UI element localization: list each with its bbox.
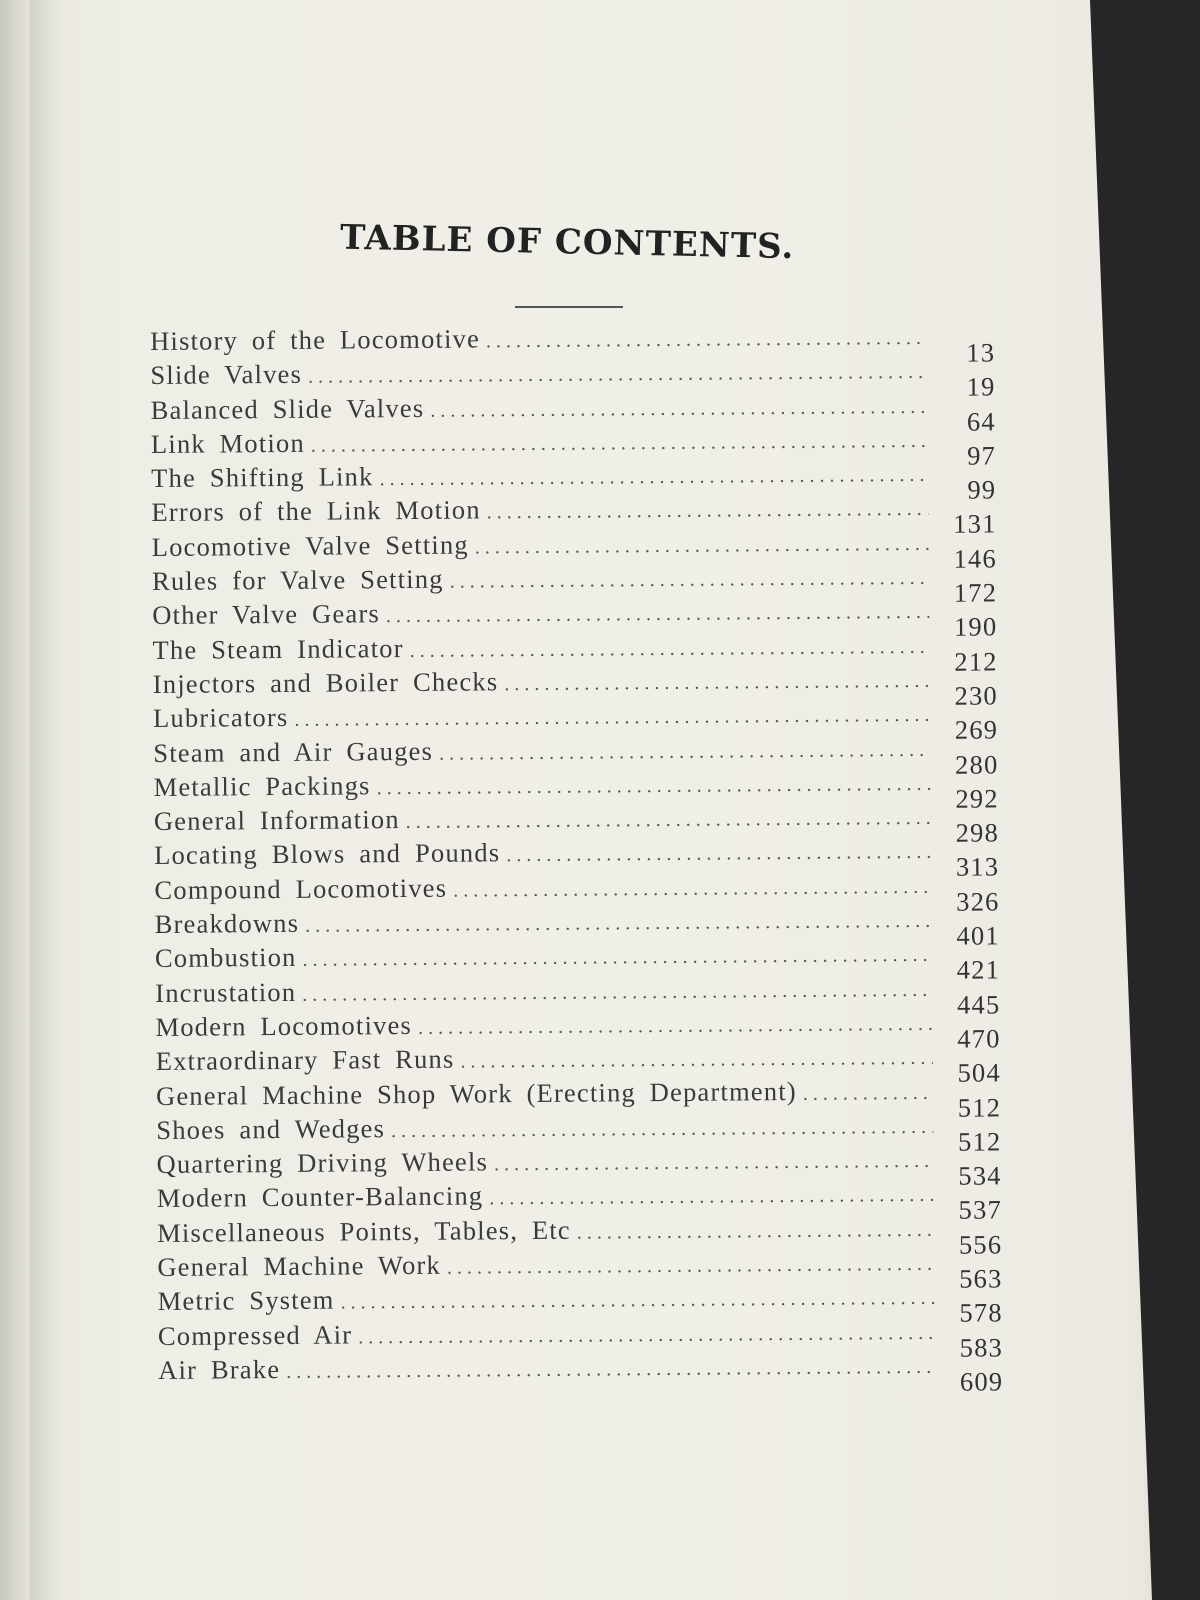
dot-leader bbox=[486, 327, 927, 353]
dot-leader bbox=[489, 1184, 934, 1210]
toc-entry-page: 190 bbox=[953, 611, 998, 643]
dot-leader bbox=[803, 1081, 933, 1105]
toc-entry-page: 537 bbox=[958, 1194, 1003, 1226]
toc-entry-title: Locomotive Valve Setting bbox=[151, 529, 469, 562]
dot-leader bbox=[506, 841, 931, 867]
dot-leader bbox=[450, 567, 929, 594]
dot-leader bbox=[302, 979, 932, 1007]
toc-entry-title: General Machine Shop Work (Erecting Department) bbox=[155, 1075, 797, 1111]
dot-leader bbox=[302, 944, 932, 972]
toc-entry-page: 64 bbox=[966, 405, 996, 437]
toc-entry-title: General Machine Work bbox=[157, 1249, 442, 1282]
toc-entry-title: Combustion bbox=[154, 942, 297, 974]
dot-leader bbox=[294, 704, 930, 732]
toc-entry-title: Metallic Packings bbox=[153, 770, 371, 802]
toc-entry-page: 280 bbox=[954, 748, 999, 780]
dot-leader bbox=[406, 807, 931, 834]
toc-entry-title: Errors of the Link Motion bbox=[151, 494, 481, 528]
toc-entry-page: 212 bbox=[954, 646, 998, 677]
dot-leader bbox=[460, 1047, 932, 1074]
toc-entry-page: 313 bbox=[955, 851, 1000, 883]
toc-entry-page: 298 bbox=[955, 817, 1000, 848]
toc-entry-title: Compressed Air bbox=[157, 1319, 353, 1351]
toc-entry-title: Lubricators bbox=[152, 702, 289, 734]
toc-entry-page: 230 bbox=[954, 680, 999, 711]
dot-leader bbox=[305, 910, 932, 938]
toc-entry-page: 470 bbox=[957, 1023, 1001, 1054]
toc-entry-title: Extraordinary Fast Runs bbox=[155, 1043, 455, 1077]
toc-entry-page: 563 bbox=[959, 1263, 1003, 1294]
page-title: TABLE OF CONTENTS. bbox=[339, 217, 795, 268]
toc-entry-title: Modern Counter-Balancing bbox=[156, 1180, 484, 1214]
toc-entry-page: 534 bbox=[958, 1160, 1002, 1191]
toc-entry-title: Incrustation bbox=[155, 976, 297, 1008]
toc-entry-title: Modern Locomotives bbox=[155, 1009, 413, 1042]
toc-entry-page: 445 bbox=[956, 988, 1001, 1020]
toc-entry-page: 421 bbox=[956, 954, 1001, 986]
toc-entry-page: 556 bbox=[958, 1229, 1003, 1260]
toc-entry-title: Miscellaneous Points, Tables, Etc bbox=[157, 1214, 571, 1248]
toc-entry-page: 326 bbox=[956, 886, 1000, 917]
toc-entry-title: Slide Valves bbox=[150, 359, 303, 391]
toc-entry-page: 97 bbox=[967, 440, 997, 471]
dot-leader bbox=[487, 498, 929, 524]
toc-entry-page: 609 bbox=[959, 1366, 1004, 1397]
dot-leader bbox=[439, 738, 930, 765]
toc-entry-page: 292 bbox=[955, 783, 999, 814]
dot-leader bbox=[418, 1013, 933, 1040]
toc-entry-page: 512 bbox=[957, 1126, 1002, 1157]
toc-entry-title: Locating Blows and Pounds bbox=[154, 837, 501, 871]
toc-entry-title: General Information bbox=[153, 804, 400, 837]
title-divider bbox=[515, 306, 623, 308]
toc-entry-title: Other Valve Gears bbox=[152, 598, 381, 631]
gutter-shadow bbox=[30, 0, 60, 1600]
dot-leader bbox=[410, 636, 930, 663]
toc-entry-page: 99 bbox=[967, 474, 997, 505]
dot-leader bbox=[340, 1287, 934, 1315]
toc-entry-title: Compound Locomotives bbox=[154, 872, 448, 905]
toc-entry-title: History of the Locomotive bbox=[150, 323, 481, 356]
dot-leader bbox=[430, 395, 927, 422]
toc-entry bbox=[158, 1348, 1004, 1397]
dot-leader bbox=[494, 1150, 934, 1176]
dot-leader bbox=[475, 533, 929, 560]
toc-entry-title: Steam and Air Gauges bbox=[153, 735, 434, 768]
toc-entry-page: 19 bbox=[966, 371, 996, 402]
toc-entry-page: 172 bbox=[953, 577, 998, 608]
toc-entry-page: 131 bbox=[953, 508, 997, 540]
dot-leader bbox=[391, 1116, 933, 1143]
toc-entry-title: Shoes and Wedges bbox=[156, 1113, 386, 1145]
toc-list bbox=[150, 319, 1004, 1397]
toc-entry-page: 401 bbox=[956, 920, 1000, 951]
toc-entry-title: Link Motion bbox=[150, 427, 305, 459]
toc-entry-title: The Steam Indicator bbox=[152, 632, 404, 665]
dot-leader bbox=[577, 1219, 934, 1245]
toc-entry-page: 512 bbox=[957, 1091, 1002, 1123]
toc-entry-title: Quartering Driving Wheels bbox=[156, 1146, 489, 1180]
toc-entry-page: 583 bbox=[959, 1331, 1004, 1363]
toc-entry-title: The Shifting Link bbox=[151, 461, 374, 494]
dot-leader bbox=[379, 464, 928, 491]
dot-leader bbox=[453, 876, 931, 903]
toc-entry-page: 578 bbox=[959, 1297, 1003, 1328]
toc-entry-title: Rules for Valve Setting bbox=[151, 563, 444, 597]
toc-entry-title: Metric System bbox=[157, 1284, 335, 1317]
toc-entry-title: Breakdowns bbox=[154, 907, 300, 940]
dot-leader bbox=[447, 1253, 935, 1280]
toc-entry-page: 269 bbox=[954, 714, 999, 745]
toc-entry-title: Balanced Slide Valves bbox=[150, 392, 425, 425]
toc-entry-title: Air Brake bbox=[158, 1353, 281, 1385]
dot-leader bbox=[386, 601, 930, 628]
dot-leader bbox=[377, 773, 931, 800]
toc-entry-title: Injectors and Boiler Checks bbox=[152, 666, 499, 699]
dot-leader bbox=[308, 361, 927, 389]
dot-leader bbox=[286, 1356, 935, 1384]
dot-leader bbox=[311, 430, 928, 458]
dot-leader bbox=[504, 670, 930, 696]
toc-entry-page: 504 bbox=[957, 1057, 1002, 1088]
toc-entry-page: 146 bbox=[953, 543, 997, 574]
toc-entry-page: 13 bbox=[966, 337, 996, 368]
dot-leader bbox=[358, 1321, 935, 1349]
